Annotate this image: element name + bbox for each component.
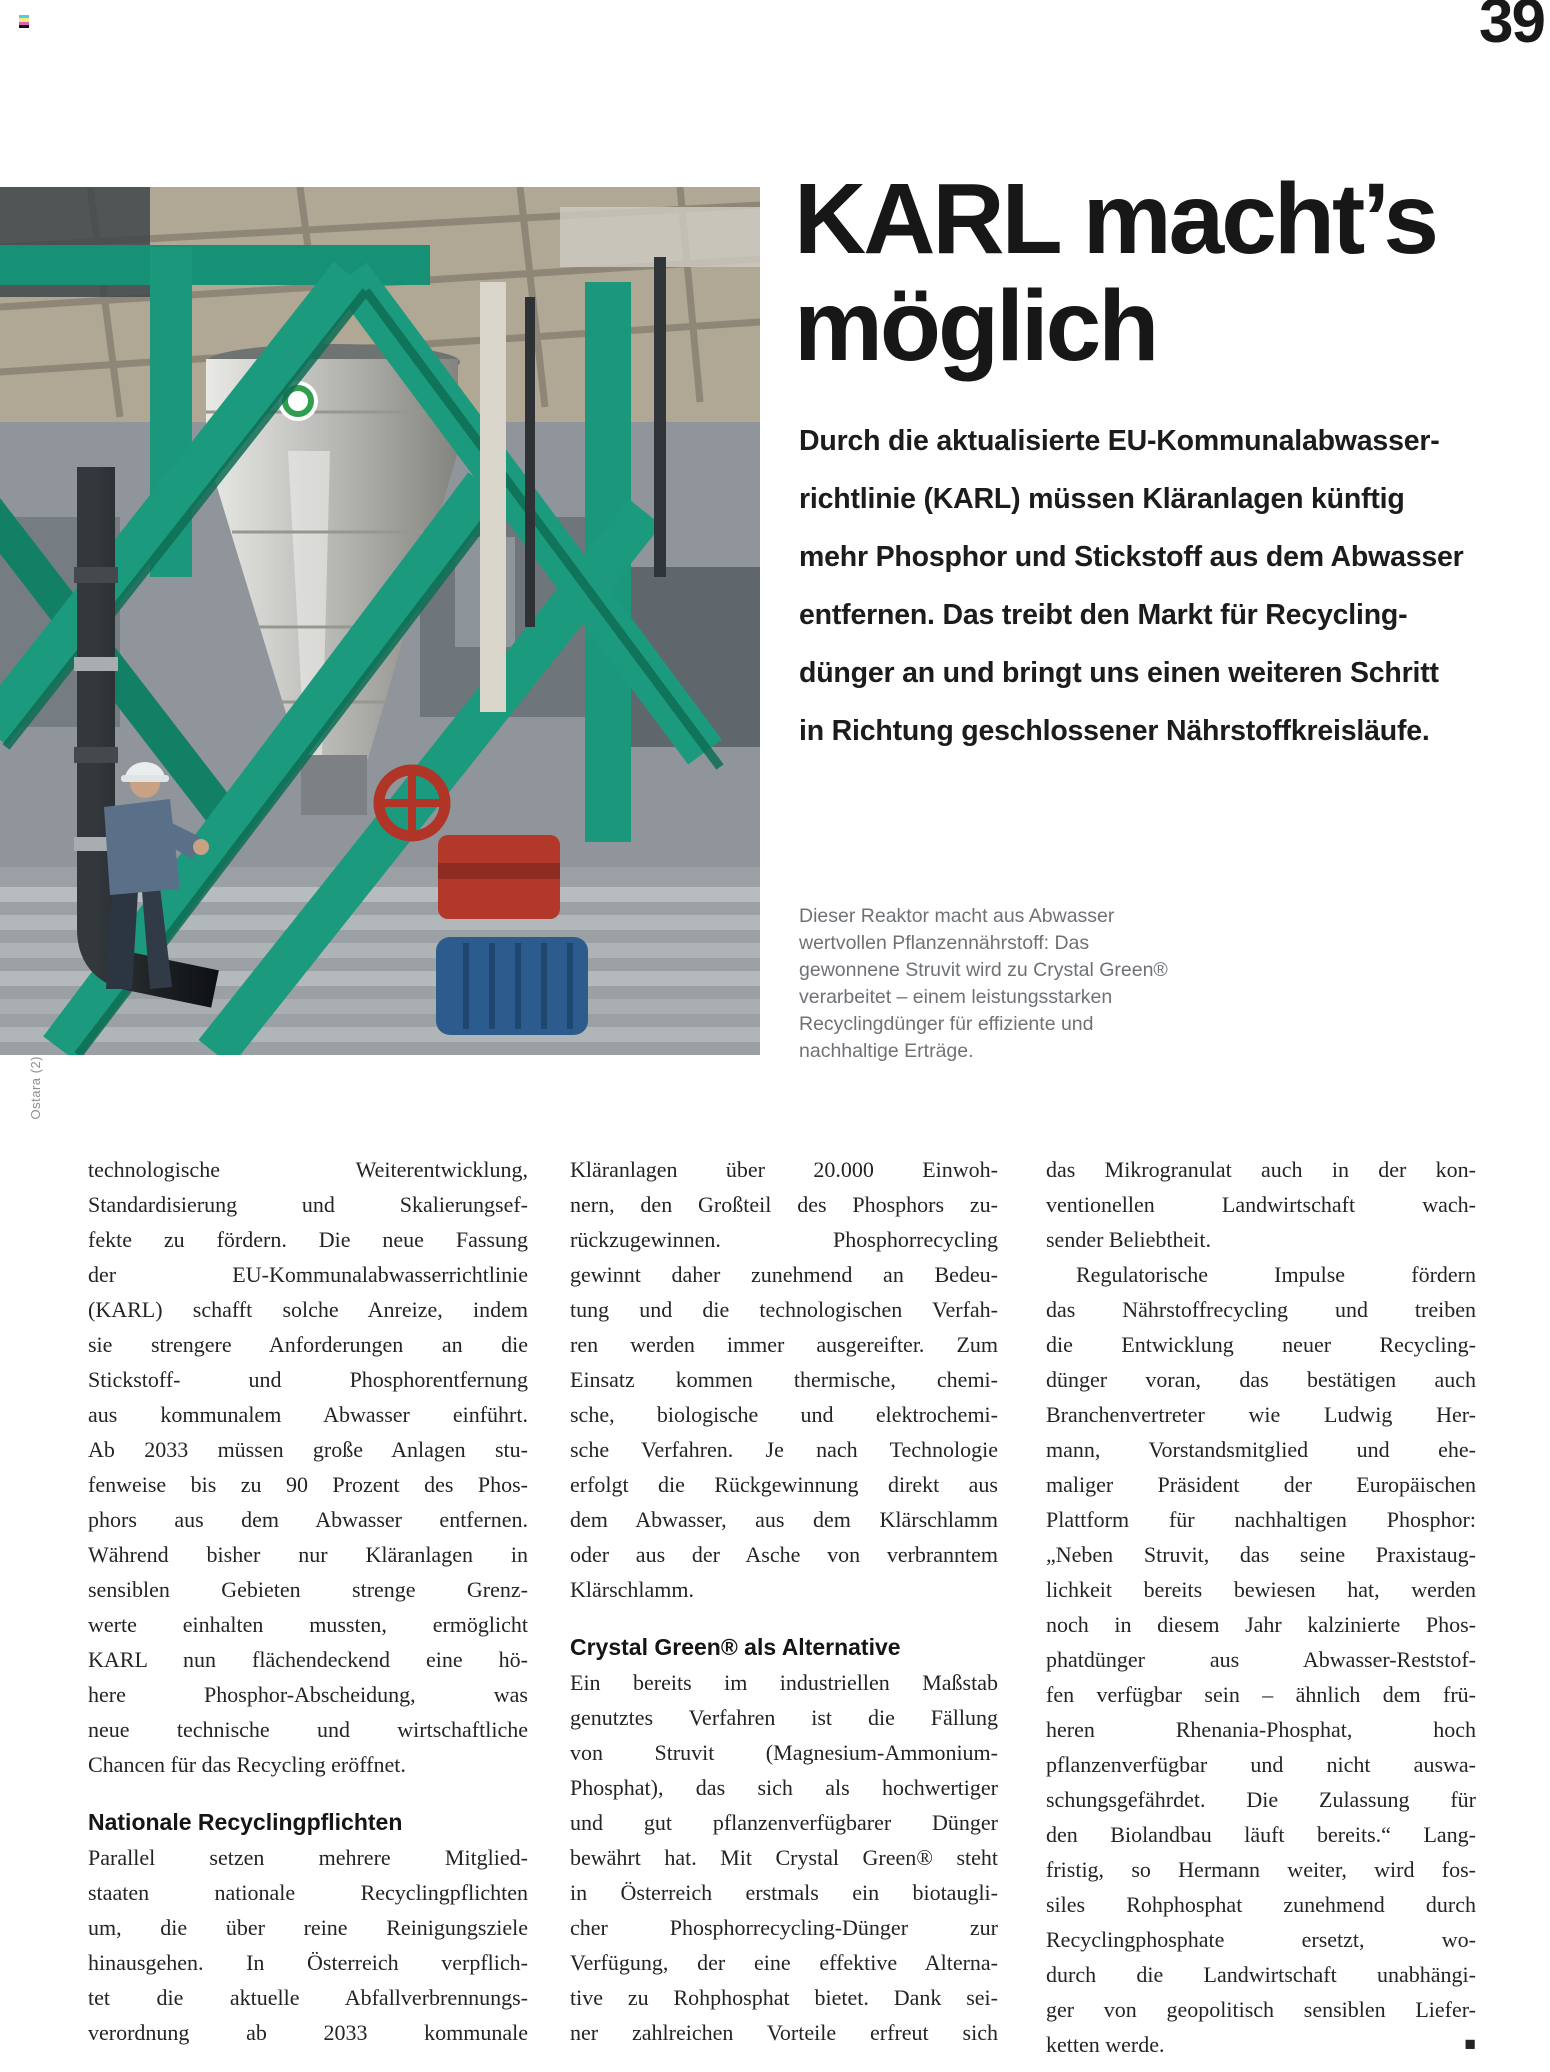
body-text-line: gewinnt daher zunehmend an Bedeu- [570,1262,998,1287]
body-text-line: lichkeit bereits bewiesen hat, werden [1046,1577,1476,1602]
body-text-line: um, die über reine Reinigungsziele [88,1915,528,1940]
body-text-line: genutztes Verfahren ist die Fällung [570,1705,998,1730]
article-standfirst-line: entfernen. Das treibt den Markt für Recycling- [799,599,1408,631]
body-text-line: erfolgt die Rückgewinnung direkt aus [570,1472,998,1497]
body-text-line: KARL nun flächendeckend eine hö- [88,1647,528,1672]
body-text-line: Regulatorische Impulse fördern [1076,1262,1476,1287]
photo-caption-line: Dieser Reaktor macht aus Abwasser [799,905,1115,927]
body-text-line: siles Rohphosphat zunehmend durch [1046,1892,1476,1917]
body-text-line: rückzugewinnen. Phosphorrecycling [570,1227,998,1252]
body-column-3 [1046,1152,1476,2062]
section-subhead: Crystal Green® als Alternative [570,1634,901,1660]
photo-caption-line: nachhaltige Erträge. [799,1040,974,1062]
body-text-line: technologische Weiterentwicklung, [88,1157,528,1182]
body-text-line: das Nährstoffrecycling und treiben [1046,1297,1476,1322]
body-text-line: den Biolandbau läuft bereits.“ Lang- [1046,1822,1476,1847]
body-text-line: sender Beliebtheit. [1046,1227,1211,1252]
body-text-line: noch in diesem Jahr kalzinierte Phos- [1046,1612,1476,1637]
body-text-line: here Phosphor-Abscheidung, was [88,1682,528,1707]
body-text-line: tet die aktuelle Abfallverbrennungs- [88,1985,528,2010]
photo-caption-line: verarbeitet – einem leistungsstarken [799,986,1113,1008]
body-text-line: Während bisher nur Kläranlagen in [88,1542,528,1567]
body-text-line: ger von geopolitisch sensiblen Liefer- [1046,1997,1476,2022]
body-text-line-text: ketten werde. [1046,2032,1165,2057]
body-text-line: Klärschlamm. [570,1577,695,1602]
body-text-line: aus kommunalem Abwasser einführt. [88,1402,528,1427]
body-text-line: nern, den Großteil des Phosphors zu- [570,1192,998,1217]
body-text-line: tive zu Rohphosphat bietet. Dank sei- [570,1985,998,2010]
body-text-line: schungsgefährdet. Die Zulassung für [1046,1787,1476,1812]
body-text-line: und gut pflanzenverfügbarer Dünger [570,1810,998,1835]
body-text-line: dünger voran, das bestätigen auch [1046,1367,1476,1392]
body-text-line: fristig, so Hermann weiter, wird fos- [1046,1857,1476,1882]
body-text-line: sensiblen Gebieten strenge Grenz- [88,1577,528,1602]
article-standfirst [799,412,1519,760]
body-text-line: von Struvit (Magnesium-Ammonium- [570,1740,998,1765]
body-text-line: hinausgehen. In Österreich verpflich- [88,1950,528,1975]
headline-line-2: möglich [794,270,1157,382]
body-text-line: das Mikrogranulat auch in der kon- [1046,1157,1476,1182]
body-column-1 [88,1152,528,2050]
body-text-line: ren werden immer ausgereifter. Zum [570,1332,998,1357]
body-text-line: Plattform für nachhaltigen Phosphor: [1046,1507,1476,1532]
body-text-line: fenweise bis zu 90 Prozent des Phos- [88,1472,528,1497]
body-text-line: phatdünger aus Abwasser-Reststof- [1046,1647,1476,1672]
registration-mark [19,15,29,28]
body-text-line: Kläranlagen über 20.000 Einwoh- [570,1157,998,1182]
body-text-line: oder aus der Asche von verbranntem [570,1542,998,1567]
body-text-line: sche, biologische und elektrochemi- [570,1402,998,1427]
body-text-line: neue technische und wirtschaftliche [88,1717,528,1742]
body-text-line: durch die Landwirtschaft unabhängi- [1046,1962,1476,1987]
body-text-line: staaten nationale Recyclingpflichten [88,1880,528,1905]
body-text-line: phors aus dem Abwasser entfernen. [88,1507,528,1532]
body-text-line: (KARL) schafft solche Anreize, indem [88,1297,528,1322]
body-text-line: Ein bereits im industriellen Maßstab [570,1670,998,1695]
body-text-line: ner zahlreichen Vorteile erfreut sich [570,2020,998,2045]
body-text-line: Einsatz kommen thermische, chemi- [570,1367,998,1392]
body-text-line: Chancen für das Recycling eröffnet. [88,1752,406,1777]
article-standfirst-line: Durch die aktualisierte EU-Kommunalabwasser- [799,425,1440,457]
photo-caption-line: gewonnene Struvit wird zu Crystal Green® [799,959,1168,981]
body-text-line: Branchenvertreter wie Ludwig Her- [1046,1402,1476,1427]
body-text-line: der EU-Kommunalabwasserrichtlinie [88,1262,528,1287]
body-column-2 [570,1152,998,2050]
body-text-line: maliger Präsident der Europäischen [1046,1472,1476,1497]
body-text-line: in Österreich erstmals ein biotaugli- [570,1880,998,1905]
photo-caption [799,903,1239,1065]
body-text-line: sie strengere Anforderungen an die [88,1332,528,1357]
body-text-line: Recyclingphosphate ersetzt, wo- [1046,1927,1476,1952]
article-standfirst-line: mehr Phosphor und Stickstoff aus dem Abwasser [799,541,1464,573]
body-text-line: fekte zu fördern. Die neue Fassung [88,1227,528,1252]
body-text-line: „Neben Struvit, das seine Praxistaug- [1046,1542,1476,1567]
body-text-line: Verfügung, der eine effektive Alterna- [570,1950,998,1975]
article-standfirst-line: dünger an und bringt uns einen weiteren Schritt [799,657,1439,689]
photo-credit: Ostara (2) [28,1056,43,1120]
article-end-mark: ■ [1464,2034,1476,2055]
article-standfirst-line: richtlinie (KARL) müssen Kläranlagen künftig [799,483,1405,515]
body-text-line: ventionellen Landwirtschaft wach- [1046,1192,1476,1217]
body-text-line: Standardisierung und Skalierungsef- [88,1192,528,1217]
body-text-line: Ab 2033 müssen große Anlagen stu- [88,1437,528,1462]
body-text-line: heren Rhenania-Phosphat, hoch [1046,1717,1476,1742]
body-text-line: sche Verfahren. Je nach Technologie [570,1437,998,1462]
headline-line-1: KARL macht’s [794,163,1436,275]
body-text-line: mann, Vorstandsmitglied und ehe- [1046,1437,1476,1462]
body-text-line: cher Phosphorrecycling-Dünger zur [570,1915,998,1940]
article-headline [794,163,1514,382]
body-text-line: bewährt hat. Mit Crystal Green® steht [570,1845,998,1870]
section-subhead: Nationale Recyclingpflichten [88,1809,403,1835]
body-text-line: tung und die technologischen Verfah- [570,1297,998,1322]
body-text-line: dem Abwasser, aus dem Klärschlamm [570,1507,998,1532]
body-text-line [1046,2027,1476,2062]
registration-stripe [19,25,29,28]
photo-caption-line: Recyclingdünger für effiziente und [799,1013,1094,1035]
page-number: 39 [1479,0,1544,56]
reactor-photo [0,187,760,1055]
body-text-line: verordnung ab 2033 kommunale [88,2020,528,2045]
body-text-line: pflanzenverfügbar und nicht auswa- [1046,1752,1476,1777]
body-text-line: die Entwicklung neuer Recycling- [1046,1332,1476,1357]
body-text-line: Parallel setzen mehrere Mitglied- [88,1845,528,1870]
body-text-line: fen verfügbar sein – ähnlich dem frü- [1046,1682,1476,1707]
body-text-line: Stickstoff- und Phosphorentfernung [88,1367,528,1392]
body-text-line: Phosphat), das sich als hochwertiger [570,1775,998,1800]
article-standfirst-line: in Richtung geschlossener Nährstoffkreisläufe. [799,715,1430,747]
photo-caption-line: wertvollen Pflanzennährstoff: Das [799,932,1090,954]
body-text-line: werte einhalten mussten, ermöglicht [88,1612,528,1637]
